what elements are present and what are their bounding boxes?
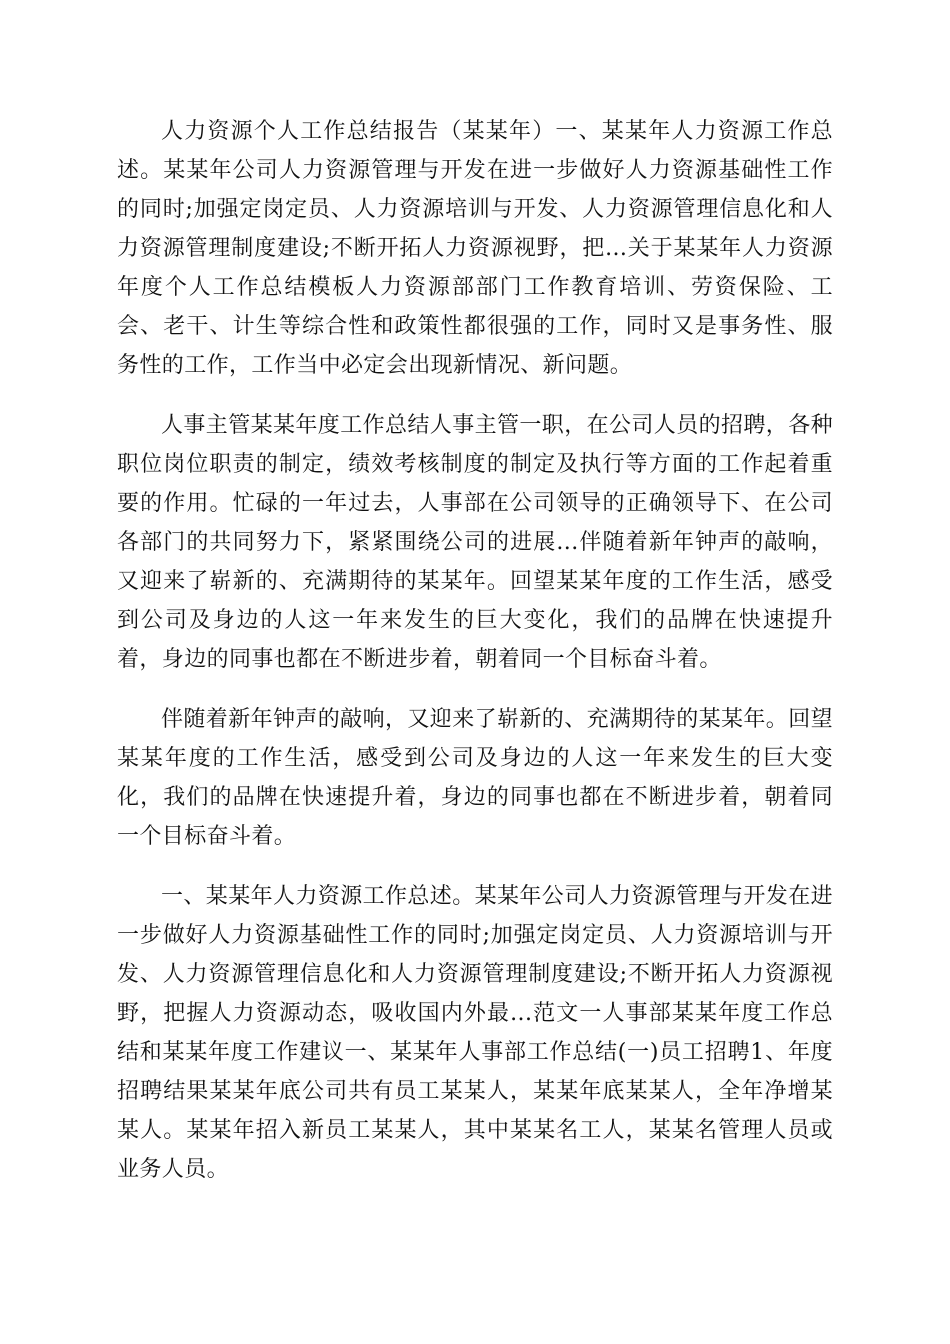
document-body (117, 112, 833, 1210)
paragraph-2: 人事主管某某年度工作总结人事主管一职，在公司人员的招聘，各种职位岗位职责的制定，绩效考核制度的制定及执行等方面的工作起着重要的作用。忙碌的一年过去，人事部在公司领导的正确领导下、在公司各部门的共同努力下，紧紧围绕公司的进展...伴随着新年钟声的敲响，又迎来了崭新的、充满期待的某某年。回望某某年度的工作生活，感受到公司及身边的人这一年来发生的巨大变化，我们的品牌在快速提升着，身边的同事也都在不断进步着，朝着同一个目标奋斗着。 (117, 413, 834, 672)
paragraph-1: 人力资源个人工作总结报告（某某年）一、某某年人力资源工作总述。某某年公司人力资源管理与开发在进一步做好人力资源基础性工作的同时;加强定岗定员、人力资源培训与开发、人力资源管理信息化和人力资源管理制度建设;不断开拓人力资源视野，把...关于某某年人力资源年度个人工作总结模板人力资源部部门工作教育培训、劳资保险、工会、老干、计生等综合性和政策性都很强的工作，同时又是事务性、服务性的工作，工作当中必定会出现新情况、新问题。 (117, 119, 833, 378)
paragraph-4: 一、某某年人力资源工作总述。某某年公司人力资源管理与开发在进一步做好人力资源基础性工作的同时;加强定岗定员、人力资源培训与开发、人力资源管理信息化和人力资源管理制度建设;不断开拓人力资源视野，把握人力资源动态，吸收国内外最...范文一人事部某某年度工作总结和某某年度工作建议一、某某年人事部工作总结(一)员工招聘1、年度招聘结果某某年底公司共有员工某某人，某某年底某某人，全年净增某某人。某某年招入新员工某某人，其中某某名工人，某某名管理人员或业务人员。 (117, 884, 834, 1182)
paragraph-3: 伴随着新年钟声的敲响，又迎来了崭新的、充满期待的某某年。回望某某年度的工作生活，感受到公司及身边的人这一年来发生的巨大变化，我们的品牌在快速提升着，身边的同事也都在不断进步着，朝着同一个目标奋斗着。 (117, 707, 834, 849)
